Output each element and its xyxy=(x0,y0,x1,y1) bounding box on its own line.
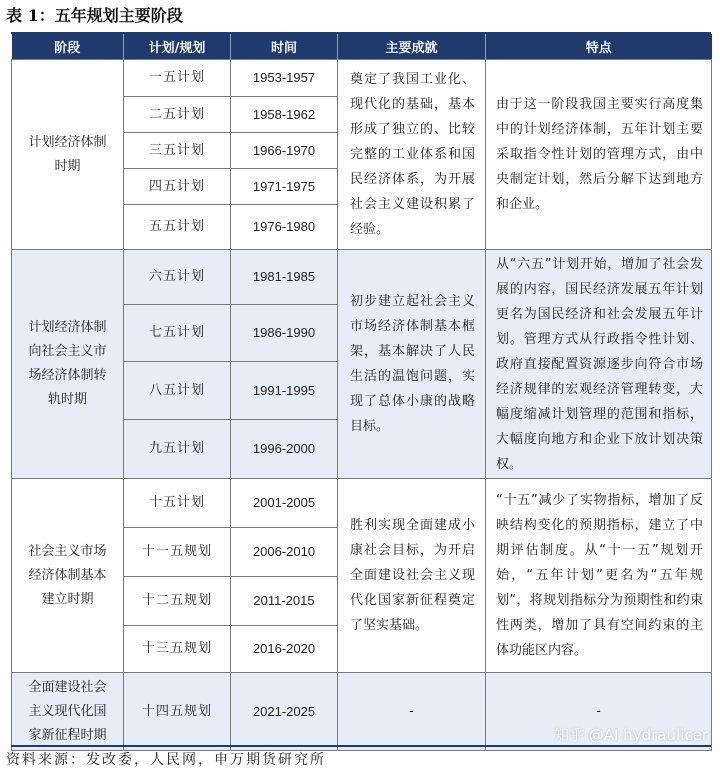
achievement-cell: 奠定了我国工业化、现代化的基础，基本形成了独立的、比较完整的工业体系和国民经济体系，为开展社会主义建设积累了经验。 xyxy=(338,60,486,250)
time-cell: 2011-2015 xyxy=(231,577,338,626)
source-note: 资料来源：发改委，人民网，申万期货研究所 xyxy=(6,752,326,768)
header-plan: 计划/规划 xyxy=(124,34,231,60)
time-cell: 2016-2020 xyxy=(231,626,338,673)
time-cell: 1958-1962 xyxy=(231,97,338,133)
time-cell: 1971-1975 xyxy=(231,169,338,205)
feature-cell: 由于这一阶段我国主要实行高度集中的计划经济体制，五年计划主要采取指令性计划的管理方式，由中央制定计划，然后分解下达到地方和企业。 xyxy=(486,60,712,250)
bottom-rule xyxy=(11,745,711,747)
stage-cell: 计划经济体制时期 xyxy=(12,60,124,250)
table-row xyxy=(12,250,712,305)
time-cell: 2001-2005 xyxy=(231,479,338,528)
plan-cell: 十二五规划 xyxy=(124,577,231,626)
plan-cell: 三五计划 xyxy=(124,133,231,169)
plan-cell: 十三五规划 xyxy=(124,626,231,673)
header-stage: 阶段 xyxy=(12,34,124,60)
plan-cell: 一五计划 xyxy=(124,60,231,97)
plan-cell: 七五计划 xyxy=(124,305,231,362)
time-cell: 1991-1995 xyxy=(231,362,338,420)
plan-cell: 二五计划 xyxy=(124,97,231,133)
table-row xyxy=(12,60,712,97)
plan-cell: 十四五规划 xyxy=(124,673,231,751)
watermark: 知乎 @AI hydraulicer xyxy=(554,726,708,744)
plan-cell: 五五计划 xyxy=(124,205,231,250)
plan-cell: 八五计划 xyxy=(124,362,231,420)
time-cell: 1966-1970 xyxy=(231,133,338,169)
table-title: 表 1：五年规划主要阶段 xyxy=(6,6,183,25)
feature-cell: 从“六五”计划开始，增加了社会发展的内容，国民经济发展五年计划更名为国民经济和社会发展五年计划。管理方式从行政指令性计划、政府直接配置资源逐步向符合市场经济规律的宏观经济管理转变，大幅度缩减计划管理的范围和指标，大幅度向地方和企业下放计划决策权。 xyxy=(486,250,712,479)
time-cell: 1953-1957 xyxy=(231,60,338,97)
stage-cell: 全面建设社会主义现代化国家新征程时期 xyxy=(12,673,124,751)
plan-cell: 十一五规划 xyxy=(124,528,231,577)
plan-cell: 四五计划 xyxy=(124,169,231,205)
time-cell: 1981-1985 xyxy=(231,250,338,305)
plan-cell: 六五计划 xyxy=(124,250,231,305)
achievement-cell: 胜利实现全面建成小康社会目标，为开启全面建设社会主义现代化国家新征程奠定了坚实基础。 xyxy=(338,479,486,673)
header-row xyxy=(12,34,712,60)
time-cell: 2021-2025 xyxy=(231,673,338,751)
time-cell: 2006-2010 xyxy=(231,528,338,577)
plan-cell: 十五计划 xyxy=(124,479,231,528)
time-cell: 1996-2000 xyxy=(231,420,338,479)
achievement-cell: - xyxy=(338,673,486,751)
plan-cell: 九五计划 xyxy=(124,420,231,479)
time-cell: 1976-1980 xyxy=(231,205,338,250)
stage-cell: 社会主义市场经济体制基本建立时期 xyxy=(12,479,124,673)
stage-cell: 计划经济体制向社会主义市场经济体制转轨时期 xyxy=(12,250,124,479)
feature-cell: “十五”减少了实物指标，增加了反映结构变化的预期指标，建立了中期评估制度。从“十一五”规划开始，“五年计划”更名为“五年规划”，将规划指标分为预期性和约束性两类，增加了具有空间约束的主体功能区内容。 xyxy=(486,479,712,673)
time-cell: 1986-1990 xyxy=(231,305,338,362)
table-row xyxy=(12,479,712,528)
header-achievement: 主要成就 xyxy=(338,34,486,60)
five-year-plan-table xyxy=(11,34,712,751)
header-feature: 特点 xyxy=(486,34,712,60)
feature-cell: - xyxy=(486,673,712,751)
header-time: 时间 xyxy=(231,34,338,60)
achievement-cell: 初步建立起社会主义市场经济体制基本框架，基本解决了人民生活的温饱问题，实现了总体小康的战略目标。 xyxy=(338,250,486,479)
